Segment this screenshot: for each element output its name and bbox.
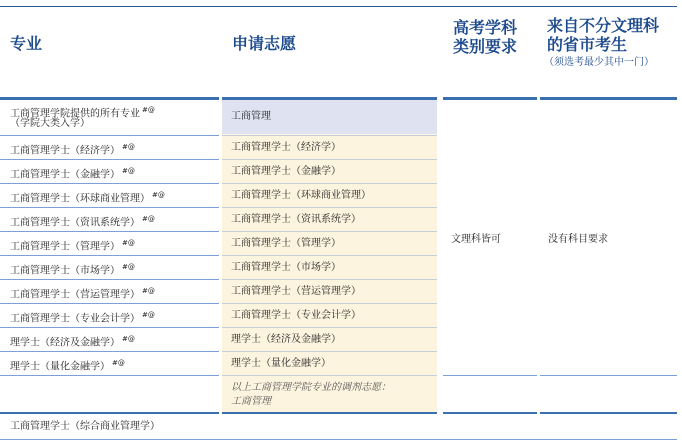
major-name: 工商管理学士（环球商业管理） xyxy=(10,193,150,205)
major-name: 工商管理学士（金融学） xyxy=(10,169,120,181)
footnote-mark: #@ xyxy=(122,239,135,247)
major-cell xyxy=(10,237,135,253)
apply-cell: 工商管理学士（专业会计学） xyxy=(231,310,361,321)
apply-cell: 理学士（经济及金融学） xyxy=(231,334,341,345)
footnote-mark: #@ xyxy=(152,191,165,199)
major-cell xyxy=(10,357,125,373)
apply-divider xyxy=(222,255,437,256)
major-cell xyxy=(10,285,155,301)
major-cell xyxy=(10,189,165,205)
major-cell-line2: （学院大类入学） xyxy=(10,118,90,129)
section-divider-2 xyxy=(222,412,437,414)
major-name: 工商管理学士（营运管理学） xyxy=(10,289,140,301)
footnote-mark: #@ xyxy=(142,311,155,319)
major-name: 工商管理学士（专业会计学） xyxy=(10,313,140,325)
row-divider xyxy=(0,375,219,376)
apply-divider xyxy=(222,375,437,376)
apply-cell: 理学士（量化金融学） xyxy=(231,358,331,369)
section-divider-3 xyxy=(443,412,537,414)
footnote-mark: #@ xyxy=(122,263,135,271)
apply-divider xyxy=(222,303,437,304)
footnote-mark: #@ xyxy=(122,167,135,175)
row-divider xyxy=(0,279,219,280)
footnote-mark: #@ xyxy=(122,335,135,343)
apply-divider xyxy=(222,135,437,136)
major-cell xyxy=(10,333,135,349)
apply-cell: 工商管理学士（金融学） xyxy=(231,166,341,177)
footnote-mark: #@ xyxy=(122,143,135,151)
section-divider-4 xyxy=(540,412,677,414)
top-rule xyxy=(0,6,677,7)
major-name: 理学士（经济及金融学） xyxy=(10,337,120,349)
header-non-stream-line1: 来自不分文理科 xyxy=(547,16,660,35)
row-divider xyxy=(0,303,219,304)
header-application: 申请志愿 xyxy=(232,34,297,53)
major-name: 工商管理学士（市场学） xyxy=(10,265,120,277)
footnote-mark: #@ xyxy=(142,106,155,114)
header-underline-1 xyxy=(0,97,219,100)
major-name: 工商管理学士（资讯系统学） xyxy=(10,217,140,229)
apply-divider xyxy=(222,207,437,208)
row-divider xyxy=(0,159,219,160)
header-underline-3 xyxy=(443,97,537,100)
row-divider xyxy=(0,207,219,208)
major-name: 工商管理学士（管理学） xyxy=(10,241,120,253)
apply-cell: 工商管理学士（资讯系统学） xyxy=(231,214,361,225)
row-divider xyxy=(0,183,219,184)
major-name: 工商管理学院提供的所有专业 xyxy=(10,108,140,120)
header-note: （须选考最少其中一门） xyxy=(544,57,654,68)
apply-cell: 工商管理 xyxy=(231,111,271,122)
apply-divider xyxy=(222,183,437,184)
row-divider xyxy=(0,231,219,232)
no-subject-requirement: 没有科目要求 xyxy=(548,234,608,245)
footnote-mark: #@ xyxy=(142,215,155,223)
apply-cell: 工商管理学士（市场学） xyxy=(231,262,341,273)
header-underline-4 xyxy=(540,97,677,100)
footnote-mark: #@ xyxy=(142,287,155,295)
section-divider-1 xyxy=(0,412,219,414)
apply-divider xyxy=(222,327,437,328)
apply-divider xyxy=(222,351,437,352)
major-cell xyxy=(10,261,135,277)
major-name: 工商管理学士（经济学） xyxy=(10,145,120,157)
row-divider xyxy=(0,351,219,352)
apply-cell: 工商管理学士（管理学） xyxy=(231,238,341,249)
apply-cell: 工商管理学士（经济学） xyxy=(231,142,341,153)
row-divider xyxy=(0,327,219,328)
apply-divider xyxy=(222,279,437,280)
major-name: 理学士（量化金融学） xyxy=(10,361,110,373)
major-cell xyxy=(10,213,155,229)
row-divider xyxy=(0,255,219,256)
adjust-note-line2: 工商管理 xyxy=(231,396,271,407)
last-row-major: 工商管理学士（综合商业管理学） xyxy=(10,421,160,432)
subject-requirement: 文理科皆可 xyxy=(451,234,501,245)
header-subject-category-line1: 高考学科 xyxy=(453,18,518,37)
apply-divider xyxy=(222,231,437,232)
bottom-rule xyxy=(0,439,677,440)
header-major: 专业 xyxy=(10,34,43,53)
major-cell xyxy=(10,141,135,157)
major-cell xyxy=(10,309,155,325)
col3-divider xyxy=(443,375,537,376)
adjust-note-line1: 以上工商管理学院专业的调剂志愿： xyxy=(231,382,391,393)
apply-cell: 工商管理学士（环球商业管理） xyxy=(231,190,371,201)
header-non-stream-line2: 的省市考生 xyxy=(547,35,628,54)
col4-divider xyxy=(540,375,677,376)
header-subject-category-line2: 类别要求 xyxy=(453,37,518,56)
footnote-mark: #@ xyxy=(112,359,125,367)
major-cell xyxy=(10,165,135,181)
apply-cell: 工商管理学士（营运管理学） xyxy=(231,286,361,297)
apply-divider xyxy=(222,159,437,160)
row-divider xyxy=(0,135,219,136)
